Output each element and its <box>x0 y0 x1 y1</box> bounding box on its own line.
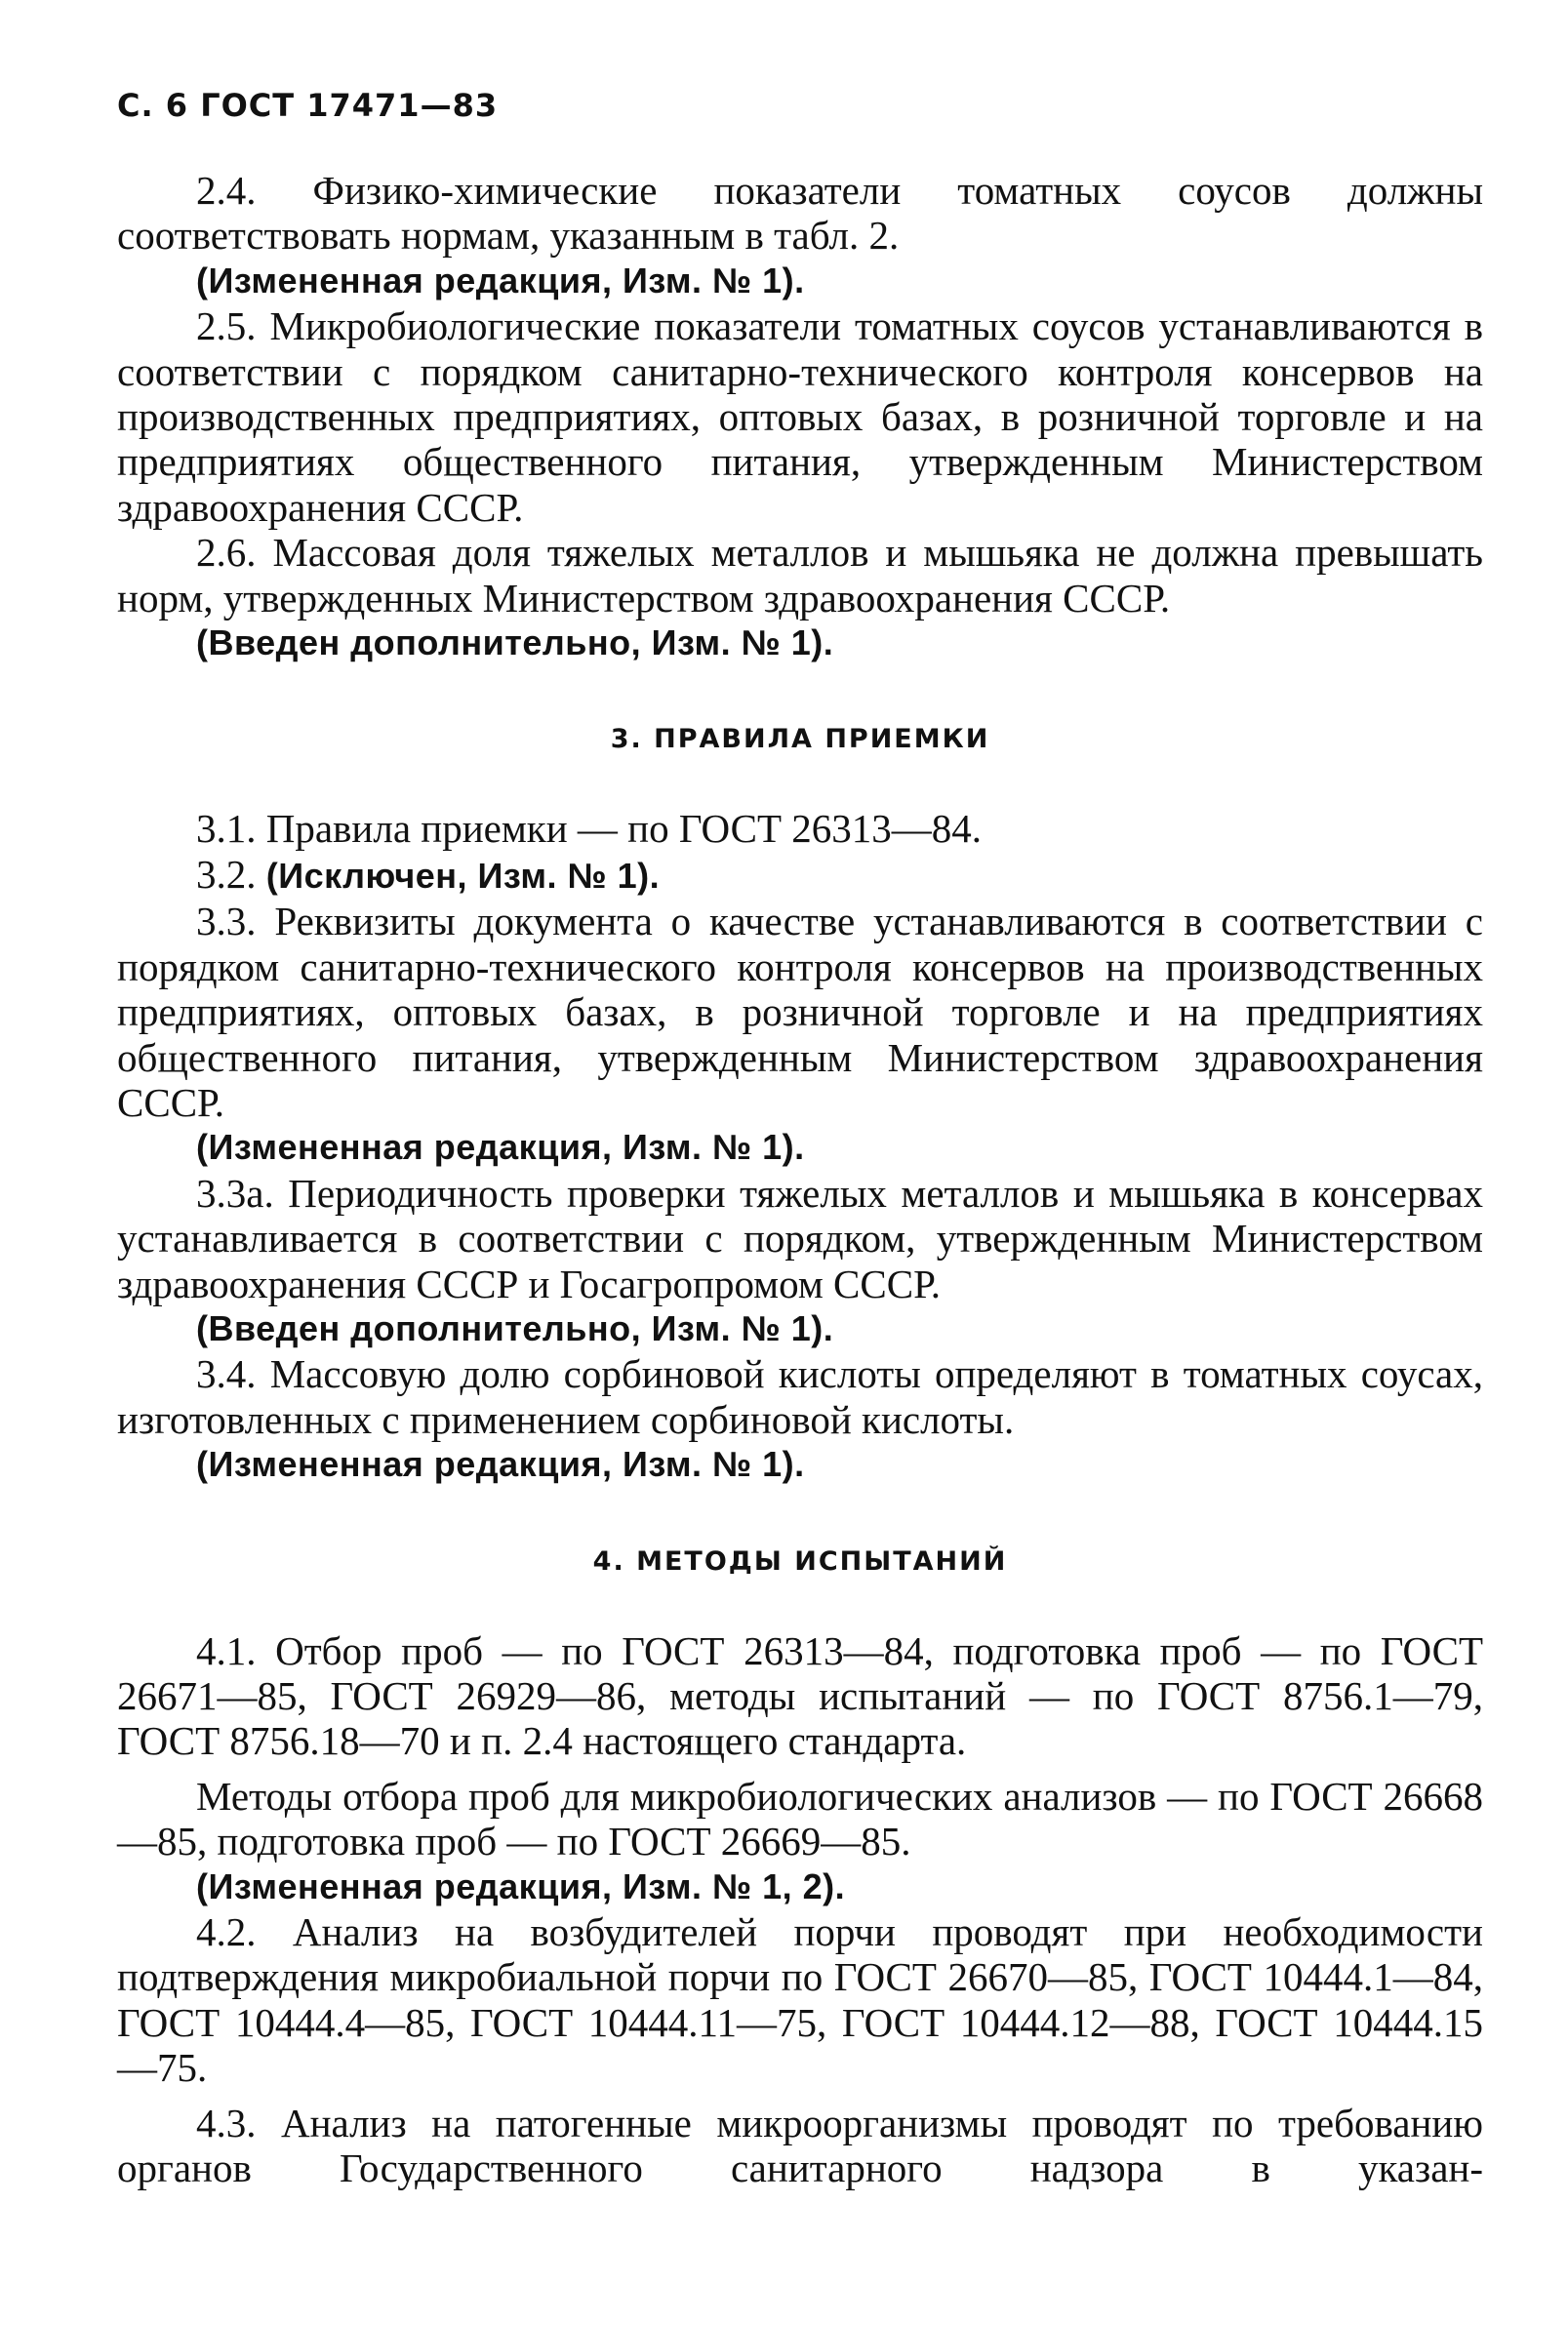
running-head: С. 6 ГОСТ 17471—83 <box>117 87 499 124</box>
paragraph-number: 3.2. <box>196 851 257 897</box>
paragraph-4-2: 4.2. Анализ на возбудителей порчи проводят при необходимости подтверждения микробиальной порчи по ГОСТ 26670—85, ГОСТ 10444.1—84, ГОСТ 10444.4—85, ГОСТ 10444.11—75, ГОСТ 10444.12—88, ГОСТ 10444.15—75. <box>117 1909 1483 2091</box>
paragraph-2-6: 2.6. Массовая доля тяжелых металлов и мышьяка не должна превышать норм, утвержденных Министерством здравоохранения СССР. <box>117 530 1483 621</box>
paragraph-2-4: 2.4. Физико-химические показатели томатных соусов должны соответствовать нормам, указанным в табл. 2. <box>117 168 1483 259</box>
section-4 <box>117 1543 1483 2191</box>
amendment-note: (Измененная редакция, Изм. № 1, 2). <box>196 1865 846 1906</box>
paragraph-3-3: 3.3. Реквизиты документа о качестве устанавливаются в соответствии с порядком санитарно-технического контроля консервов на производственных предприятиях, оптовых базах, в розничной торговле и на предприятиях общественного питания, утвержденным Министерством здравоохранения СССР. <box>117 899 1483 1125</box>
paragraph-4-3: 4.3. Анализ на патогенные микроорганизмы проводят по требованию органов Государственного санитарного надзора в указан- <box>117 2100 1483 2191</box>
paragraph-2-5: 2.5. Микробиологические показатели томатных соусов устанавливаются в соответствии с порядком санитарно-технического контроля консервов на производственных предприятиях, оптовых базах, в розничной торговле и на предприятиях общественного питания, утвержденным Министерством здравоохранения СССР. <box>117 303 1483 530</box>
section-heading: 3. ПРАВИЛА ПРИЕМКИ <box>610 724 990 755</box>
amendment-note: (Измененная редакция, Изм. № 1). <box>196 260 805 301</box>
paragraph-3-2 <box>117 852 1483 899</box>
paragraph-4-1: 4.1. Отбор проб — по ГОСТ 26313—84, подготовка проб — по ГОСТ 26671—85, ГОСТ 26929—86, методы испытаний — по ГОСТ 8756.1—79, ГОСТ 8756.18—70 и п. 2.4 настоящего стандарта. <box>117 1627 1483 1764</box>
paragraph-3-4: 3.4. Массовую долю сорбиновой кислоты определяют в томатных соусах, изготовленных с применением сорбиновой кислоты. <box>117 1351 1483 1442</box>
amendment-note: (Измененная редакция, Изм. № 1). <box>196 1127 805 1168</box>
section-heading: 4. МЕТОДЫ ИСПЫТАНИЙ <box>592 1545 1008 1577</box>
intro-block <box>117 168 1483 665</box>
section-3 <box>117 720 1483 1487</box>
amendment-note: (Измененная редакция, Изм. № 1). <box>196 1444 805 1485</box>
page-body <box>117 168 1483 2190</box>
paragraph-4-1-sampling: Методы отбора проб для микробиологических анализов — по ГОСТ 26668—85, подготовка проб — по ГОСТ 26669—85. <box>117 1773 1483 1864</box>
amendment-note: (Введен дополнительно, Изм. № 1). <box>196 622 834 663</box>
amendment-note: (Исключен, Изм. № 1). <box>265 855 661 896</box>
amendment-note: (Введен дополнительно, Изм. № 1). <box>196 1307 834 1348</box>
paragraph-3-1: 3.1. Правила приемки — по ГОСТ 26313—84. <box>196 806 983 852</box>
paragraph-3-3a: 3.3а. Периодичность проверки тяжелых металлов и мышьяка в консервах устанавливается в соответствии с порядком, утвержденным Министерством здравоохранения СССР и Госагропромом СССР. <box>117 1170 1483 1306</box>
